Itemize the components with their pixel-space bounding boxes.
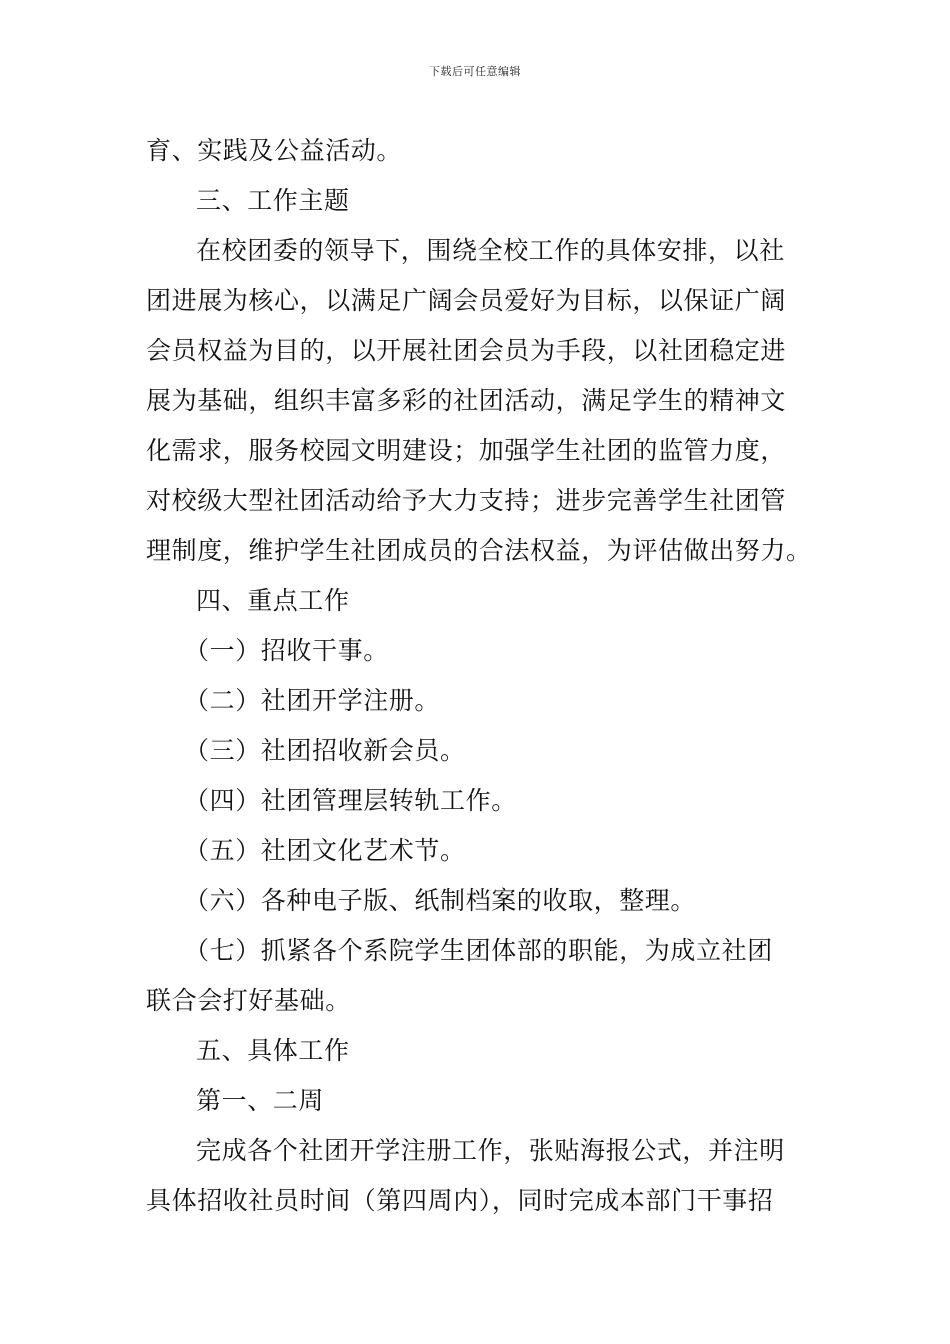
list-item: （五）社团文化艺术节。: [184, 836, 466, 865]
body-line: 完成各个社团开学注册工作，张贴海报公式，并注明: [196, 1136, 785, 1165]
list-item: （三）社团招收新会员。: [184, 736, 466, 765]
list-item: （一）招收干事。: [184, 636, 389, 665]
body-line: 展为基础，组织丰富多彩的社团活动，满足学生的精神文: [146, 386, 787, 415]
body-line: 会员权益为目的，以开展社团会员为手段，以社团稳定进: [146, 336, 787, 365]
body-line: 团进展为核心，以满足广阔会员爱好为目标，以保证广阔: [146, 286, 787, 315]
body-line: 具体招收社员时间（第四周内），同时完成本部门干事招: [146, 1186, 774, 1215]
section-heading: 三、工作主题: [196, 186, 350, 215]
body-line: 联合会打好基础。: [146, 986, 351, 1015]
list-item: （四）社团管理层转轨工作。: [184, 786, 517, 815]
body-line: 理制度，维护学生社团成员的合法权益，为评估做出努力。: [146, 536, 812, 565]
sub-heading: 第一、二周: [196, 1086, 325, 1115]
page-header: 下载后可任意编辑: [429, 65, 521, 78]
body-line: 在校团委的领导下，围绕全校工作的具体安排，以社: [196, 236, 785, 265]
body-line: 育、实践及公益活动。: [146, 136, 403, 165]
list-item: （二）社团开学注册。: [184, 686, 441, 715]
body-line: 化需求，服务校园文明建设；加强学生社团的监管力度，: [146, 436, 787, 465]
body-line: 对校级大型社团活动给予大力支持；进步完善学生社团管: [146, 486, 787, 515]
section-heading: 五、具体工作: [196, 1036, 350, 1065]
section-heading: 四、重点工作: [196, 586, 350, 615]
list-item: （六）各种电子版、纸制档案的收取，整理。: [184, 886, 697, 915]
list-item: （七）抓紧各个系院学生团体部的职能，为成立社团: [184, 936, 773, 965]
document-body: [146, 126, 812, 1226]
